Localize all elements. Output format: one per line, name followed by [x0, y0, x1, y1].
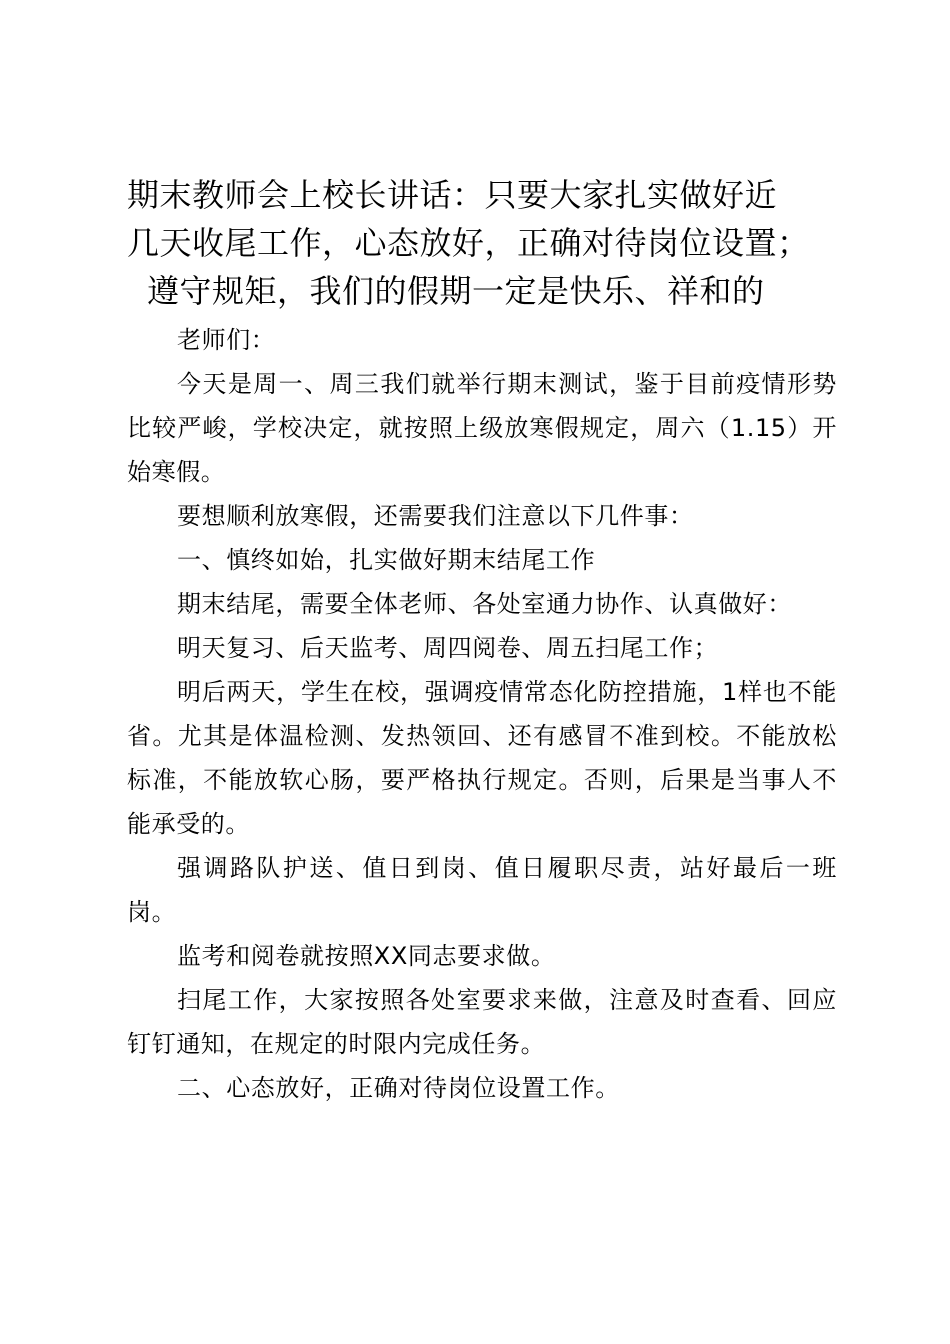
- section-heading-2: 二、心态放好，正确对待岗位设置工作。: [177, 1074, 620, 1102]
- document-body: [127, 318, 837, 1110]
- paragraph-greeting: 老师们：: [177, 326, 276, 354]
- document-page: [127, 171, 837, 1110]
- title-line-1: 期末教师会上校长讲话：只要大家扎实做好近: [127, 176, 778, 214]
- paragraph: 今天是周一、周三我们就举行期末测试，鉴于目前疫情形势比较严峻，学校决定，就按照上级放寒假规定，周六（1.15）开始寒假。: [127, 370, 837, 486]
- paragraph: 强调路队护送、值日到岗、值日履职尽责，站好最后一班岗。: [127, 854, 837, 926]
- paragraph: 明后两天，学生在校，强调疫情常态化防控措施，1样也不能省。尤其是体温检测、发热领回、还有感冒不准到校。不能放松标准，不能放软心肠，要严格执行规定。否则，后果是当事人不能承受的。: [127, 678, 837, 838]
- paragraph: 明天复习、后天监考、周四阅卷、周五扫尾工作；: [177, 634, 719, 662]
- document-title: [127, 171, 837, 315]
- paragraph: 要想顺利放寒假，还需要我们注意以下几件事：: [177, 502, 694, 530]
- paragraph: 扫尾工作，大家按照各处室要求来做，注意及时查看、回应钉钉通知，在规定的时限内完成任务。: [127, 986, 837, 1058]
- title-line-2: 几天收尾工作，心态放好，正确对待岗位设置；: [127, 224, 810, 262]
- paragraph: 期末结尾，需要全体老师、各处室通力协作、认真做好：: [177, 590, 792, 618]
- title-line-3: 遵守规矩，我们的假期一定是快乐、祥和的: [147, 272, 765, 310]
- section-heading-1: 一、慎终如始，扎实做好期末结尾工作: [177, 546, 596, 574]
- paragraph: 监考和阅卷就按照XX同志要求做。: [177, 942, 556, 970]
